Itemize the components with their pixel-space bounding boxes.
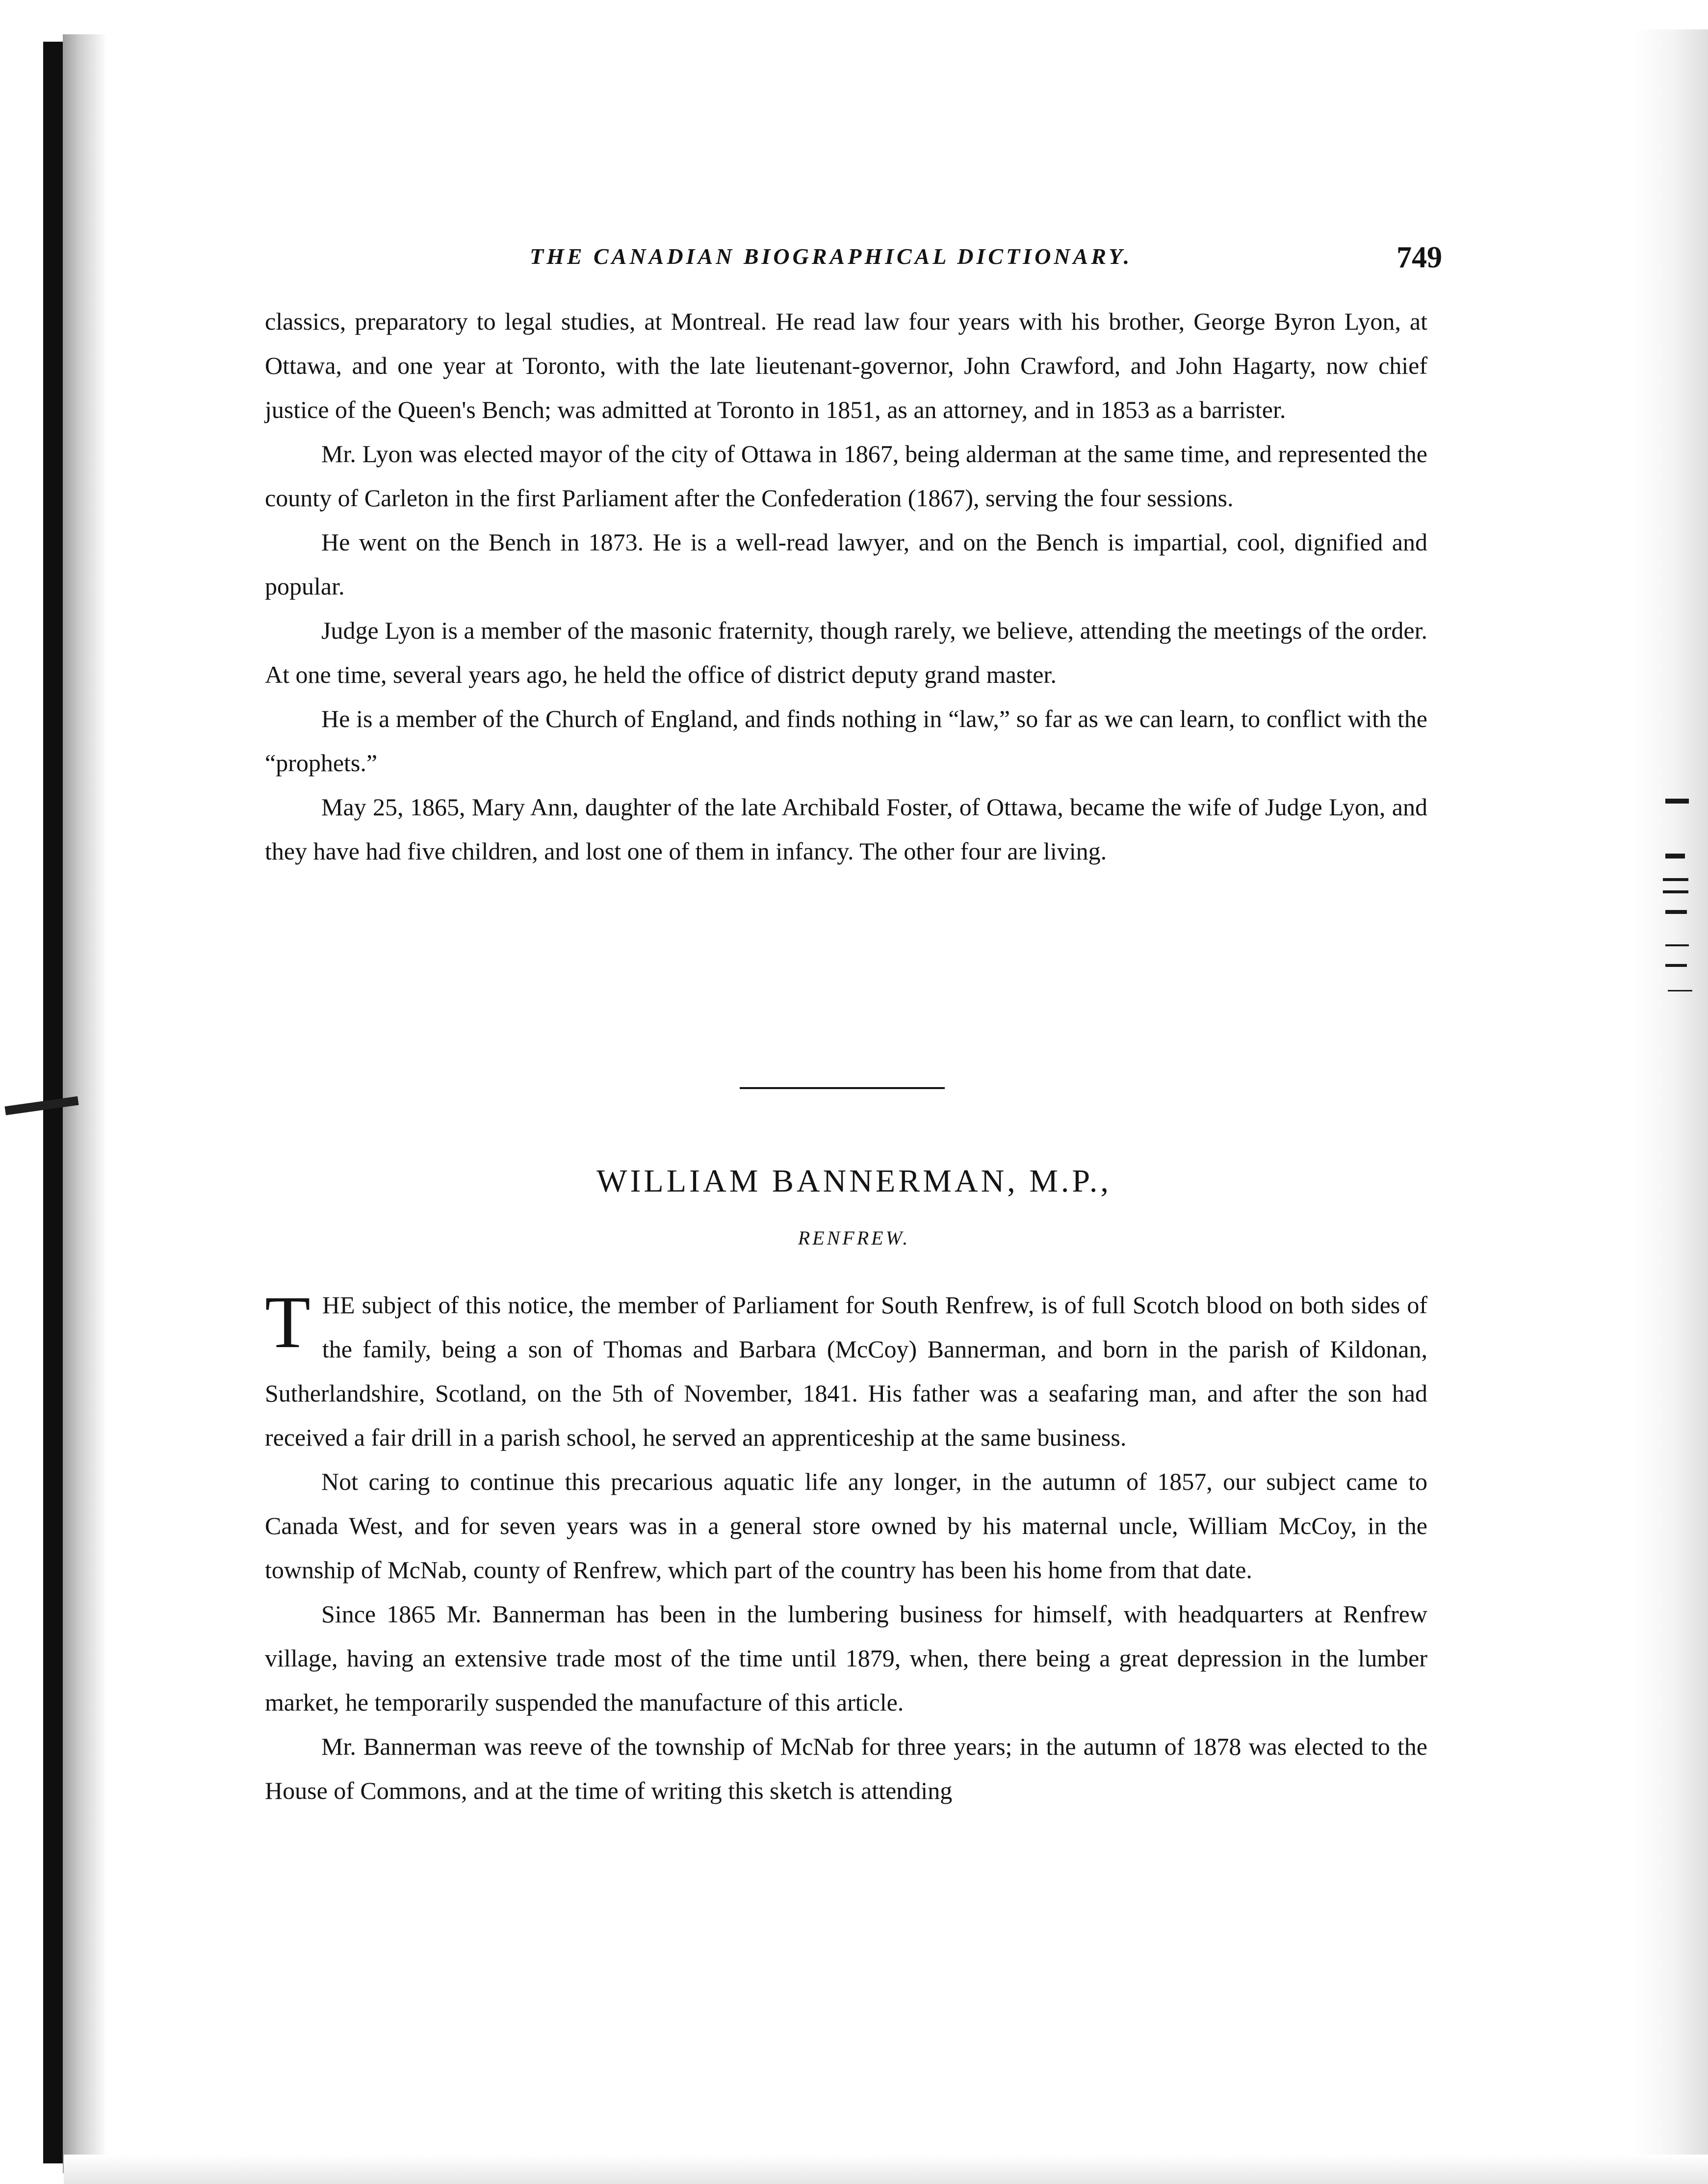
- bottom-page-edge: [64, 2155, 1708, 2184]
- margin-mark: [1665, 910, 1687, 914]
- running-head: [265, 243, 1442, 283]
- biography-subheading: RENFREW.: [798, 1227, 910, 1249]
- section-divider: [740, 1087, 945, 1089]
- paragraph: He is a member of the Church of England, and finds nothing in “law,” so far as we can learn, to conflict with the “prophets.”: [265, 705, 1427, 777]
- paragraph: He went on the Bench in 1873. He is a well-read lawyer, and on the Bench is impartial, cool, dignified and popular.: [265, 528, 1427, 600]
- paragraph: [265, 1283, 1427, 1459]
- biography-heading: WILLIAM BANNERMAN, M.P.,: [596, 1163, 1112, 1199]
- paragraph-text: HE subject of this notice, the member of Parliament for South Renfrew, is of full Scotch blood on both sides of the family, being a son of Thomas and Barbara (McCoy) Bannerman, and born in the parish of Kildonan, Sutherlandshire, Scotland, on the 5th of November, 1841. His father was a seafaring man, and after the son had received a fair drill in a parish school, he served an apprenticeship at the same business.: [265, 1291, 1427, 1451]
- paragraph: Mr. Lyon was elected mayor of the city of Ottawa in 1867, being alderman at the same time, and represented the county of Carleton in the first Parliament after the Confederation (1867), serving the four sessions.: [265, 440, 1427, 512]
- paragraph: May 25, 1865, Mary Ann, daughter of the late Archibald Foster, of Ottawa, became the wife of Judge Lyon, and they have had five children, and lost one of them in infancy. The other four are living.: [265, 793, 1427, 865]
- margin-mark: [1665, 944, 1689, 946]
- margin-mark: [1663, 878, 1688, 881]
- paragraph: Since 1865 Mr. Bannerman has been in the lumbering business for himself, with headquarters at Renfrew village, having an extensive trade most of the time until 1879, when, there being a great depression in the lumber market, he temporarily suspended the manufacture of this article.: [265, 1600, 1427, 1716]
- margin-mark: [1665, 854, 1685, 858]
- right-page-edge: [1634, 29, 1708, 2178]
- margin-mark: [1668, 990, 1692, 991]
- margin-mark: [1665, 799, 1689, 804]
- drop-cap: T: [265, 1281, 311, 1363]
- page-number: 749: [1397, 241, 1442, 274]
- margin-mark: [1663, 890, 1688, 893]
- paragraph: classics, preparatory to legal studies, at Montreal. He read law four years with his brother, George Byron Lyon, at Ottawa, and one year at Toronto, with the late lieutenant-governor, John Crawford, and John Hagarty, now chief justice of the Queen's Bench; was admitted at Toronto in 1851, as an attorney, and in 1853 as a barrister.: [265, 308, 1427, 423]
- running-title: THE CANADIAN BIOGRAPHICAL DICTIONARY.: [530, 244, 1133, 269]
- margin-mark: [1665, 964, 1687, 967]
- paragraph: Not caring to continue this precarious aquatic life any longer, in the autumn of 1857, our subject came to Canada West, and for seven years was in a general store owned by his maternal uncle, William McCoy, in the township of McNab, county of Renfrew, which part of the country has been his home from that date.: [265, 1468, 1427, 1584]
- paragraph: Mr. Bannerman was reeve of the township of McNab for three years; in the autumn of 1878 was elected to the House of Commons, and at the time of writing this sketch is attending: [265, 1733, 1427, 1804]
- bannerman-biography: [265, 1283, 1427, 1813]
- paragraph: Judge Lyon is a member of the masonic fraternity, though rarely, we believe, attending the meetings of the order. At one time, several years ago, he held the office of district deputy grand master.: [265, 617, 1427, 688]
- lyon-biography: [265, 299, 1427, 873]
